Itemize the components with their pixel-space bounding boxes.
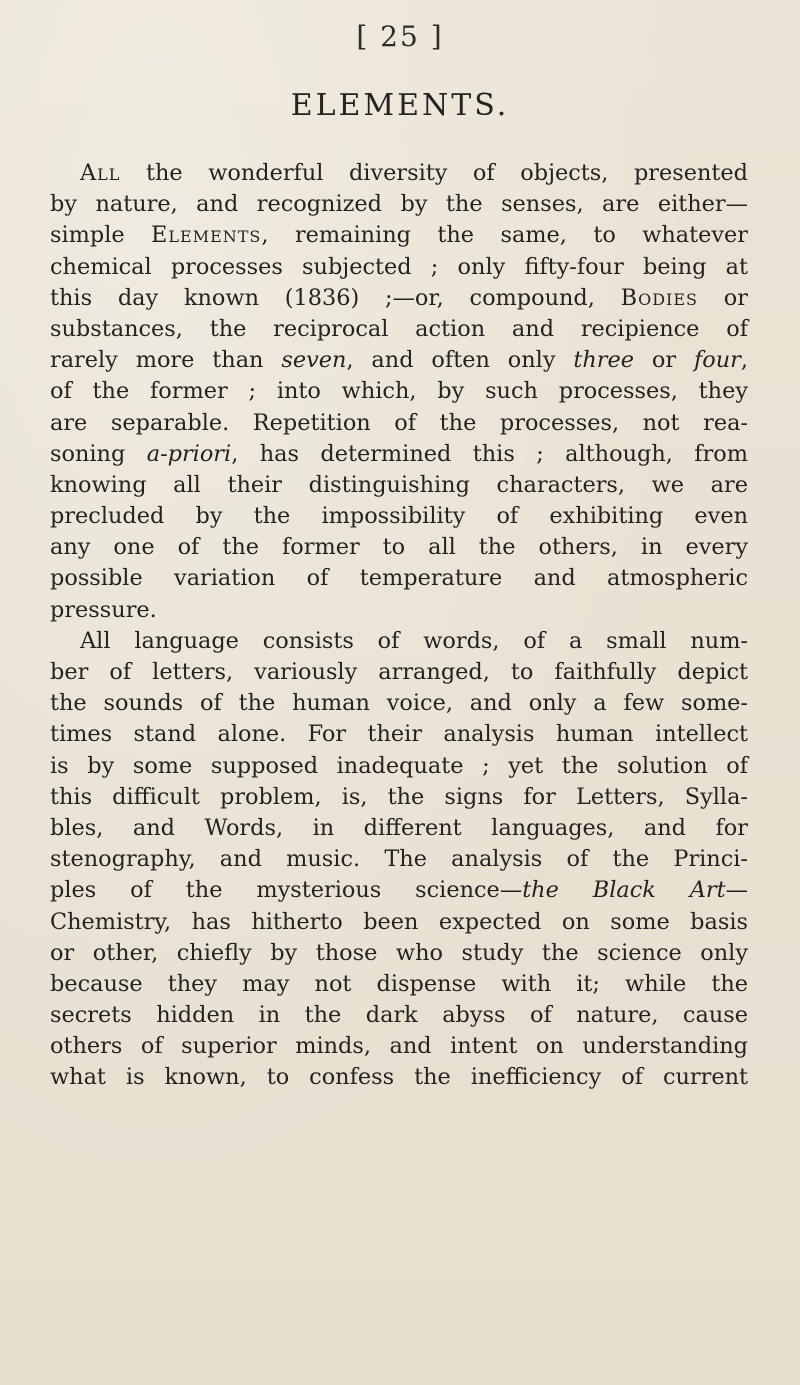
- paragraph-2: [50, 626, 748, 1094]
- text-line: pressure.: [50, 596, 157, 623]
- page-number: [ 25 ]: [356, 20, 444, 53]
- text-line: stenography, and music. The analysis of the Princi-: [50, 846, 748, 873]
- text-line: simple Elements, remaining the same, to whatever: [50, 222, 748, 249]
- text-line: ber of letters, variously arranged, to faithfully depict: [50, 659, 748, 685]
- text-line: any one of the former to all the others, in every: [50, 534, 748, 561]
- text-line: or other, chiefly by those who study the science only: [50, 939, 748, 966]
- paragraph-1: [50, 158, 748, 626]
- text-line: times stand alone. For their analysis human intellect: [50, 721, 748, 748]
- chapter-title: ELEMENTS.: [290, 88, 510, 123]
- text-line: knowing all their distinguishing characters, we are: [50, 471, 748, 498]
- text-line: bles, and Words, in different languages, and for: [50, 814, 748, 841]
- text-line: chemical processes subjected ; only fifty-four being at: [50, 253, 748, 280]
- text-line: precluded by the impossibility of exhibiting even: [50, 503, 748, 530]
- text-line: Chemistry, has hitherto been expected on some basis: [50, 908, 748, 935]
- text-line: by nature, and recognized by the senses, are either—: [50, 191, 748, 218]
- text-line: are separable. Repetition of the processes, not rea-: [50, 409, 748, 436]
- text-line: the sounds of the human voice, and only a few some-: [50, 690, 748, 717]
- text-line: this day known (1836) ;—or, compound, Bodies or: [50, 284, 748, 311]
- text-line: All language consists of words, of a small num-: [80, 627, 748, 654]
- text-line: All the wonderful diversity of objects, presented: [80, 160, 748, 186]
- text-line: soning a-priori, has determined this ; although, from: [50, 440, 748, 467]
- text-line: this difficult problem, is, the signs for Letters, Sylla-: [50, 783, 748, 810]
- text-line: is by some supposed inadequate ; yet the solution of: [50, 752, 748, 779]
- text-line: what is known, to confess the inefficiency of current: [50, 1064, 748, 1091]
- text-line: secrets hidden in the dark abyss of nature, cause: [50, 1002, 748, 1029]
- text-line: ples of the mysterious science—the Black Art—: [50, 877, 748, 904]
- text-line: possible variation of temperature and atmospheric: [50, 565, 748, 592]
- text-line: because they may not dispense with it; while the: [50, 970, 748, 997]
- body-text: [50, 158, 748, 1094]
- text-line: substances, the reciprocal action and recipience of: [50, 315, 748, 342]
- text-line: of the former ; into which, by such processes, they: [50, 378, 748, 405]
- text-line: others of superior minds, and intent on understanding: [50, 1033, 748, 1060]
- text-line: rarely more than seven, and often only three or four,: [50, 347, 749, 374]
